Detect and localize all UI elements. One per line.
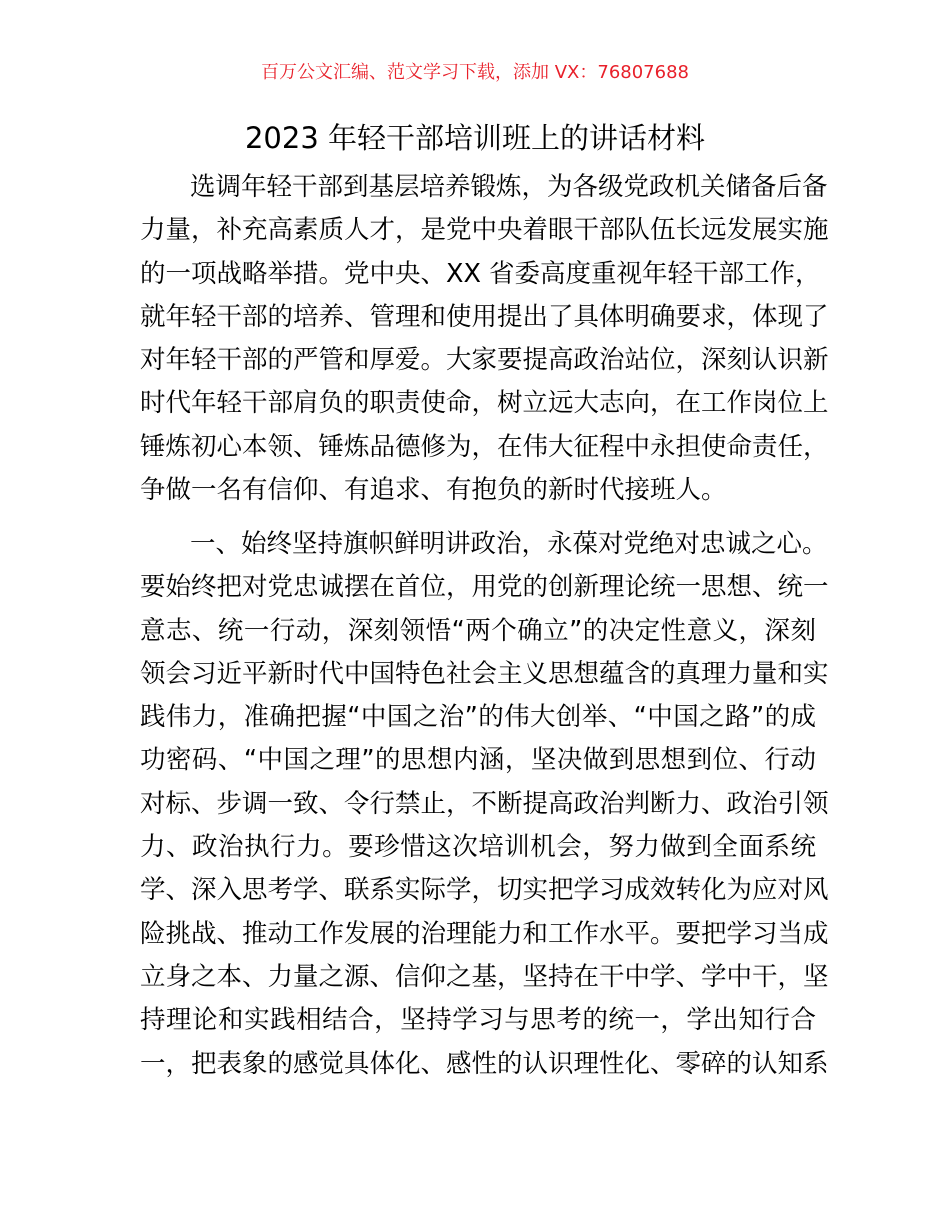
watermark-header: 百万公文汇编、范文学习下载，添加 VX：76807688 <box>261 62 689 83</box>
text-line: 对标、步调一致、令行禁止，不断提高政治判断力、政治引领 <box>140 788 829 819</box>
document-title: 2023 年轻干部培训班上的讲话材料 <box>244 121 706 155</box>
text-line: 持理论和实践相结合，坚持学习与思考的统一，学出知行合 <box>140 1005 816 1036</box>
text-line: 践伟力，准确把握“中国之治”的伟大创举、“中国之路”的成 <box>140 702 816 733</box>
text-line: 一，把表象的感觉具体化、感性的认识理性化、零碎的认知系 <box>140 1048 829 1079</box>
paragraph-intro <box>140 166 829 512</box>
text-line: 锤炼初心本领、锤炼品德修为，在伟大征程中永担使命责任， <box>140 431 829 462</box>
text-line: 力、政治执行力。要珍惜这次培训机会，努力做到全面系统 <box>140 832 816 863</box>
text-line: 学、深入思考学、联系实际学，切实把学习成效转化为应对风 <box>140 875 829 906</box>
text-line: 立身之本、力量之源、信仰之基，坚持在干中学、学中干，坚 <box>140 961 829 992</box>
paragraph-section-one <box>140 523 829 1086</box>
text-line: 选调年轻干部到基层培养锻炼，为各级党政机关储备后备 <box>190 172 828 202</box>
text-line: 争做一名有信仰、有追求、有抱负的新时代接班人。 <box>140 475 727 506</box>
text-line: 的一项战略举措。党中央、XX 省委高度重视年轻干部工作， <box>140 258 821 289</box>
text-line: 时代年轻干部肩负的职责使命，树立远大志向，在工作岗位上 <box>140 388 829 419</box>
text-line: 就年轻干部的培养、管理和使用提出了具体明确要求，体现了 <box>140 301 829 332</box>
text-line: 意志、统一行动，深刻领悟“两个确立”的决定性意义，深刻 <box>140 615 816 646</box>
text-line: 要始终把对党忠诚摆在首位，用党的创新理论统一思想、统一 <box>140 572 829 603</box>
text-line: 领会习近平新时代中国特色社会主义思想蕴含的真理力量和实 <box>140 658 829 689</box>
text-line: 险挑战、推动工作发展的治理能力和工作水平。要把学习当成 <box>140 918 829 949</box>
text-line: 对年轻干部的严管和厚爱。大家要提高政治站位，深刻认识新 <box>140 345 829 376</box>
text-line: 力量，补充高素质人才，是党中央着眼干部队伍长远发展实施 <box>140 215 829 246</box>
text-line: 一、始终坚持旗帜鲜明讲政治，永葆对党绝对忠诚之心。 <box>190 529 828 559</box>
text-line: 功密码、“中国之理”的思想内涵，坚决做到思想到位、行动 <box>140 745 816 776</box>
